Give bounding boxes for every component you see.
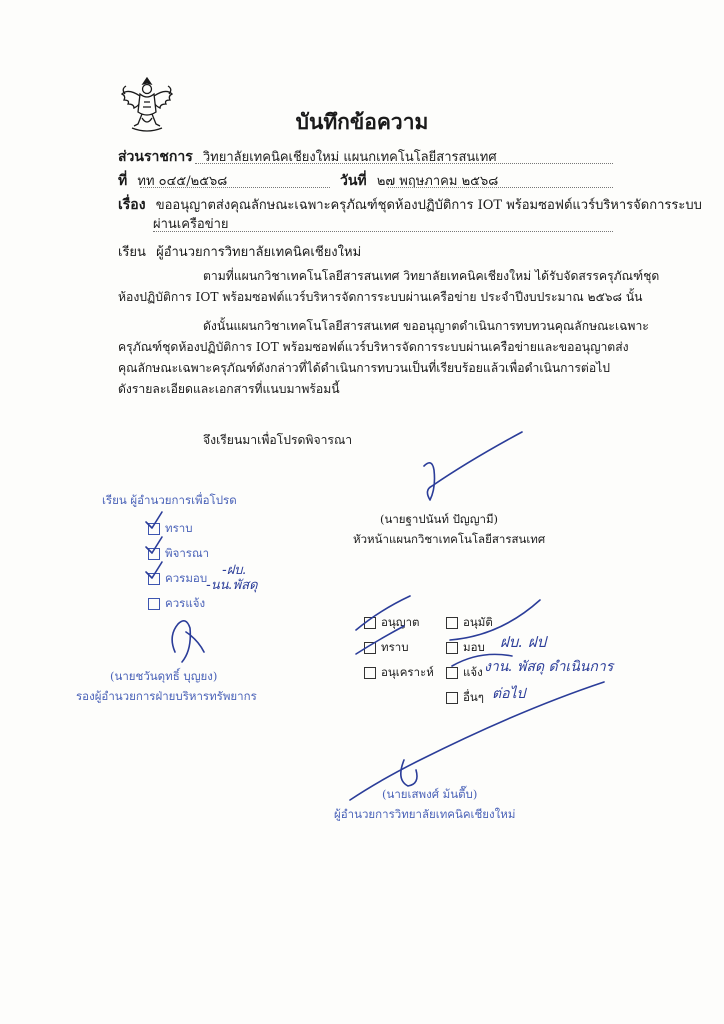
agency-row bbox=[118, 146, 497, 168]
deputy-option-consider[interactable]: พิจารณา bbox=[148, 541, 209, 566]
director-checkbox-inform[interactable] bbox=[446, 667, 458, 679]
director-signer-name: (นายเสพงศ์ ม้นตื๊บ) bbox=[382, 787, 478, 801]
director-option-other[interactable]: อื่นๆ bbox=[446, 685, 493, 710]
director-handwriting-3: ต่อไป bbox=[492, 686, 526, 702]
subject-label: เรื่อง bbox=[118, 197, 146, 213]
director-option-support[interactable]: อนุเคราะห์ bbox=[364, 660, 434, 685]
reference-row bbox=[118, 170, 227, 192]
paragraph-1-line-1: ตามที่แผนกวิชาเทคโนโลยีสารสนเทศ วิทยาลัยเทคนิคเชียงใหม่ ได้รับจัดสรรครุภัณฑ์ชุด bbox=[203, 269, 660, 283]
director-signer-position: ผู้อำนวยการวิทยาลัยเทคนิคเชียงใหม่ bbox=[334, 807, 516, 821]
deputy-annotation-1: -ฝบ. bbox=[222, 563, 247, 578]
paragraph-2-line-1: ดังนั้นแผนกวิชาเทคโนโลยีสารสนเทศ ขออนุญาตดำเนินการทบทวนคุณลักษณะเฉพาะ bbox=[203, 319, 649, 333]
head-signer-position: หัวหน้าแผนกวิชาเทคโนโลยีสารสนเทศ bbox=[353, 532, 546, 546]
deputy-signer-position: รองผู้อำนวยการฝ่ายบริหารทรัพยากร bbox=[76, 689, 257, 703]
subject-line-2: ผ่านเครือข่าย bbox=[153, 217, 229, 232]
deputy-signer-name: (นายชวันดุทธิ์ บุญยง) bbox=[110, 669, 218, 683]
director-options-col1 bbox=[364, 610, 434, 685]
deputy-option-inform[interactable]: ควรแจ้ง bbox=[148, 591, 209, 616]
director-checkbox-assign[interactable] bbox=[446, 642, 458, 654]
deputy-checkbox-consider[interactable] bbox=[148, 548, 160, 560]
deputy-checkbox-inform[interactable] bbox=[148, 598, 160, 610]
deputy-options bbox=[148, 516, 209, 616]
director-handwriting-2: งาน. พัสดุ ดำเนินการ bbox=[484, 659, 614, 675]
paragraph-2-line-4: ดังรายละเอียดและเอกสารที่แนบมาพร้อมนี้ bbox=[118, 382, 340, 396]
date-label: วันที่ bbox=[340, 173, 367, 189]
agency-label: ส่วนราชการ bbox=[118, 149, 193, 165]
director-checkbox-support[interactable] bbox=[364, 667, 376, 679]
head-signer-name: (นายฐาปนันท์ ปัญญามี) bbox=[380, 512, 499, 526]
deputy-annotation-2: -นน.พัสดุ bbox=[206, 578, 258, 593]
reference-value: ทท ๐๔๕/๒๕๖๘ bbox=[137, 174, 228, 189]
addressee-row bbox=[118, 241, 361, 262]
director-handwriting-1: ฝบ. ฝป bbox=[500, 633, 547, 651]
director-option-permit[interactable]: อนุญาต bbox=[364, 610, 434, 635]
addressee-label: เรียน bbox=[118, 245, 146, 260]
director-option-assign[interactable]: มอบ bbox=[446, 635, 493, 660]
paragraph-1-line-2: ห้องปฏิบัติการ IOT พร้อมซอฟต์แวร์บริหารจัดการระบบผ่านเครือข่าย ประจำปีงบประมาณ ๒๕๖๘ นั้น bbox=[118, 290, 643, 304]
date-value: ๒๗ พฤษภาคม ๒๕๖๘ bbox=[376, 174, 499, 189]
subject-line-1: ขออนุญาตส่งคุณลักษณะเฉพาะครุภัณฑ์ชุดห้องปฏิบัติการ IOT พร้อมซอฟต์แวร์บริหารจัดการระบบ bbox=[155, 198, 702, 213]
paragraph-2-line-2: ครุภัณฑ์ชุดห้องปฏิบัติการ IOT พร้อมซอฟต์แวร์บริหารจัดการระบบผ่านเครือข่ายและขออนุญาตส่ง bbox=[118, 340, 629, 354]
deputy-option-assign[interactable]: ควรมอบ bbox=[148, 566, 209, 591]
reference-label: ที่ bbox=[118, 173, 128, 189]
deputy-option-acknowledge[interactable]: ทราบ bbox=[148, 516, 209, 541]
director-checkbox-acknowledge[interactable] bbox=[364, 642, 376, 654]
deputy-checkbox-acknowledge[interactable] bbox=[148, 523, 160, 535]
memo-title: บันทึกข้อความ bbox=[295, 109, 429, 134]
director-checkbox-approve[interactable] bbox=[446, 617, 458, 629]
director-option-inform[interactable]: แจ้ง bbox=[446, 660, 493, 685]
head-signature-icon bbox=[424, 432, 522, 500]
deputy-signature-icon bbox=[172, 621, 204, 662]
paragraph-2-line-3: คุณลักษณะเฉพาะครุภัณฑ์ดังกล่าวที่ได้ดำเนินการทบวนเป็นที่เรียบร้อยแล้วเพื่อดำเนินการต่อไป bbox=[118, 361, 611, 375]
deputy-note-heading: เรียน ผู้อำนวยการเพื่อโปรด bbox=[102, 493, 237, 507]
closing-line: จึงเรียนมาเพื่อโปรดพิจารณา bbox=[203, 433, 353, 447]
date-row bbox=[340, 170, 498, 192]
director-checkbox-other[interactable] bbox=[446, 692, 458, 704]
addressee-value: ผู้อำนวยการวิทยาลัยเทคนิคเชียงใหม่ bbox=[156, 245, 362, 260]
director-signature-icon bbox=[401, 760, 417, 786]
agency-value: วิทยาลัยเทคนิคเชียงใหม่ แผนกเทคโนโลยีสารสนเทศ bbox=[202, 150, 497, 165]
deputy-checkbox-assign[interactable] bbox=[148, 573, 160, 585]
director-checkbox-permit[interactable] bbox=[364, 617, 376, 629]
director-option-approve[interactable]: อนุมัติ bbox=[446, 610, 493, 635]
director-option-acknowledge[interactable]: ทราบ bbox=[364, 635, 434, 660]
